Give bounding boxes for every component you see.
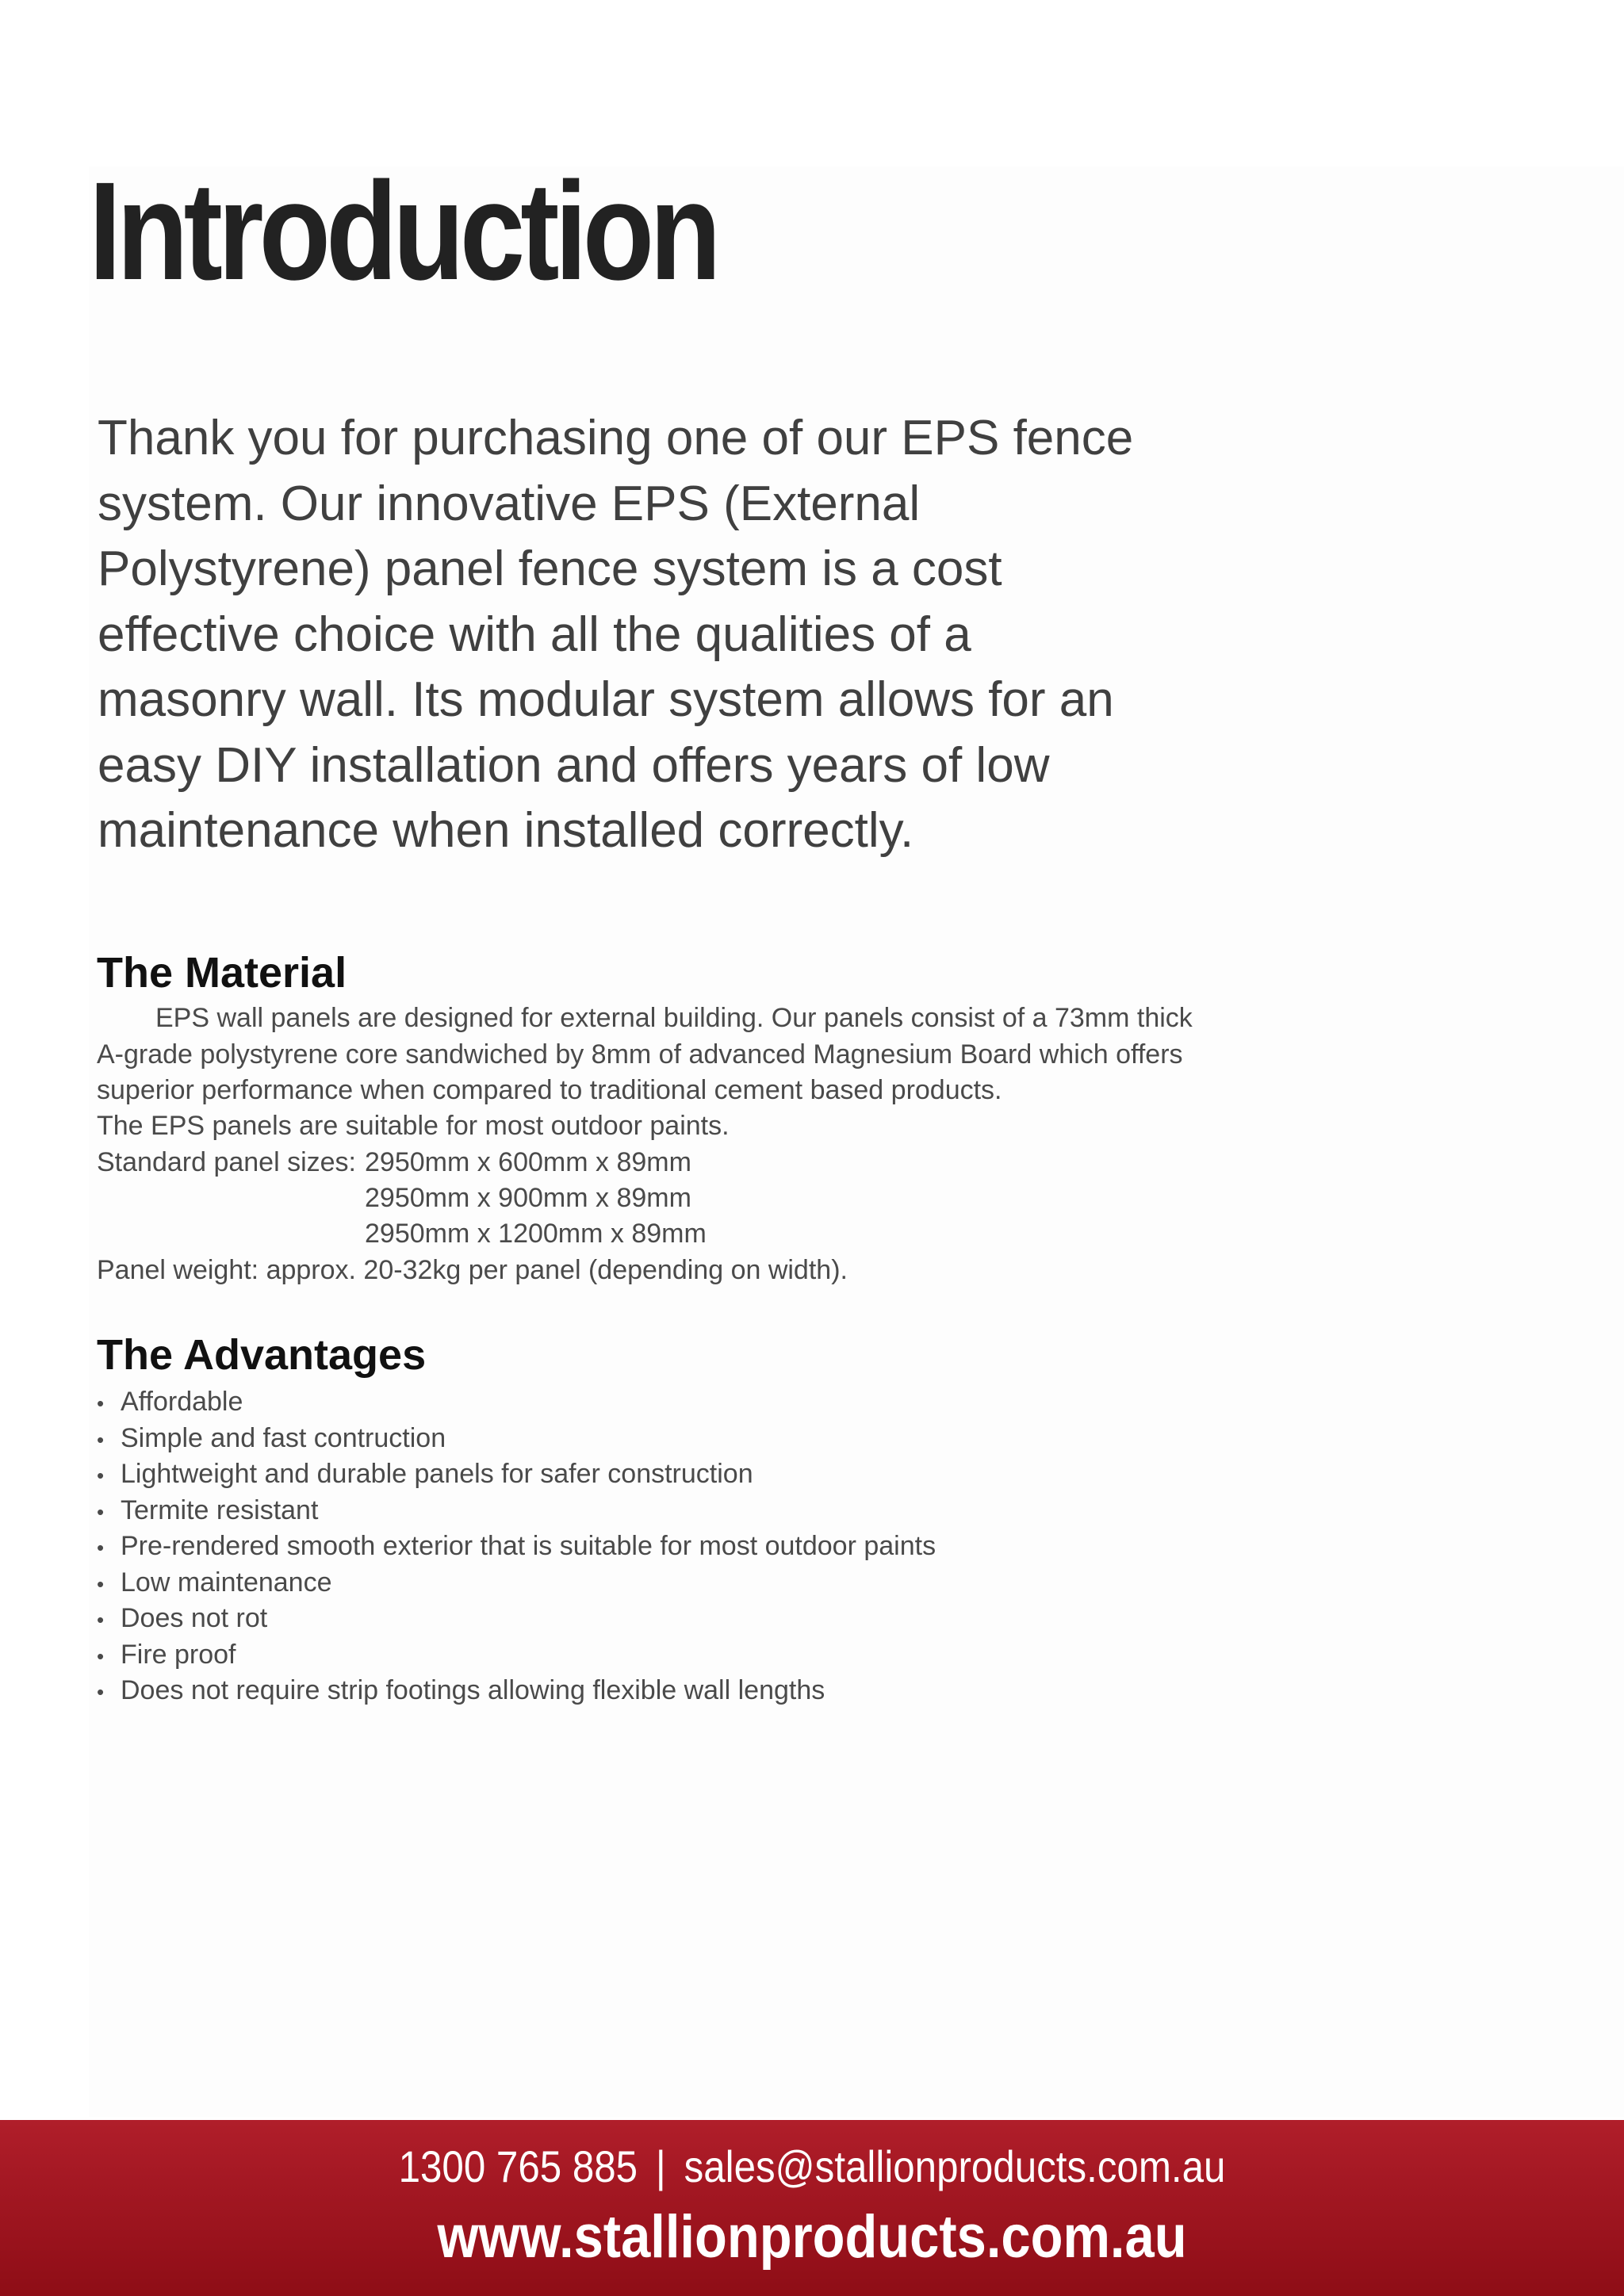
intro-line: effective choice with all the qualities of a bbox=[98, 607, 971, 662]
intro-line: easy DIY installation and offers years of low bbox=[98, 737, 1050, 793]
intro-line: Polystyrene) panel fence system is a cost bbox=[98, 541, 1002, 596]
bullet-icon: • bbox=[97, 1680, 105, 1704]
intro-line: masonry wall. Its modular system allows for an bbox=[98, 672, 1114, 727]
list-item bbox=[97, 1529, 936, 1565]
material-line: superior performance when compared to traditional cement based products. bbox=[97, 1075, 1002, 1105]
bullet-icon: • bbox=[97, 1608, 105, 1632]
material-line: A-grade polystyrene core sandwiched by 8mm of advanced Magnesium Board which offers bbox=[97, 1039, 1183, 1070]
bullet-icon: • bbox=[97, 1644, 105, 1668]
list-item-text: Fire proof bbox=[121, 1639, 236, 1670]
list-item-text: Does not rot bbox=[121, 1603, 268, 1633]
list-item bbox=[97, 1673, 936, 1709]
advantages-list bbox=[97, 1384, 936, 1709]
material-heading: The Material bbox=[97, 949, 347, 997]
footer-email[interactable]: sales@stallionproducts.com.au bbox=[684, 2141, 1226, 2191]
footer-website-link[interactable]: www.stallionproducts.com.au bbox=[437, 2203, 1187, 2271]
intro-line: maintenance when installed correctly. bbox=[98, 803, 914, 858]
list-item-text: Does not require strip footings allowing flexible wall lengths bbox=[121, 1675, 825, 1705]
list-item-text: Pre-rendered smooth exterior that is suitable for most outdoor paints bbox=[121, 1531, 936, 1561]
footer-phone[interactable]: 1300 765 885 bbox=[398, 2141, 638, 2191]
sizes-label: Standard panel sizes: bbox=[97, 1147, 356, 1177]
advantages-heading: The Advantages bbox=[97, 1331, 427, 1379]
bullet-icon: • bbox=[97, 1391, 105, 1415]
page-title: Introduction bbox=[89, 154, 717, 309]
list-item-text: Termite resistant bbox=[121, 1494, 319, 1525]
material-line: The EPS panels are suitable for most outdoor paints. bbox=[97, 1111, 730, 1141]
footer-separator: | bbox=[655, 2141, 666, 2191]
list-item-text: Low maintenance bbox=[121, 1567, 332, 1598]
bullet-icon: • bbox=[97, 1536, 105, 1559]
bullet-icon: • bbox=[97, 1499, 105, 1524]
list-item bbox=[97, 1601, 936, 1637]
panel-size: 2950mm x 900mm x 89mm bbox=[365, 1183, 691, 1213]
list-item-text: Affordable bbox=[121, 1387, 243, 1417]
list-item bbox=[97, 1456, 936, 1493]
list-item bbox=[97, 1421, 936, 1457]
bullet-icon: • bbox=[97, 1427, 105, 1452]
list-item-text: Lightweight and durable panels for safer construction bbox=[121, 1459, 753, 1489]
list-item-text: Simple and fast contruction bbox=[121, 1422, 446, 1453]
panel-size: 2950mm x 600mm x 89mm bbox=[365, 1147, 691, 1177]
footer-contact bbox=[98, 2141, 1526, 2192]
list-item bbox=[97, 1384, 936, 1421]
material-line: EPS wall panels are designed for external building. Our panels consist of a 73mm thick bbox=[155, 1003, 1193, 1033]
bullet-icon: • bbox=[97, 1571, 105, 1596]
list-item bbox=[97, 1565, 936, 1601]
intro-line: Thank you for purchasing one of our EPS fence bbox=[98, 411, 1134, 465]
panel-size: 2950mm x 1200mm x 89mm bbox=[365, 1219, 707, 1249]
panel-weight: Panel weight: approx. 20-32kg per panel (depending on width). bbox=[97, 1255, 848, 1285]
bullet-icon: • bbox=[97, 1464, 105, 1487]
intro-line: system. Our innovative EPS (External bbox=[98, 476, 921, 531]
list-item bbox=[97, 1637, 936, 1674]
list-item bbox=[97, 1493, 936, 1529]
intro-paragraph bbox=[98, 406, 1224, 864]
